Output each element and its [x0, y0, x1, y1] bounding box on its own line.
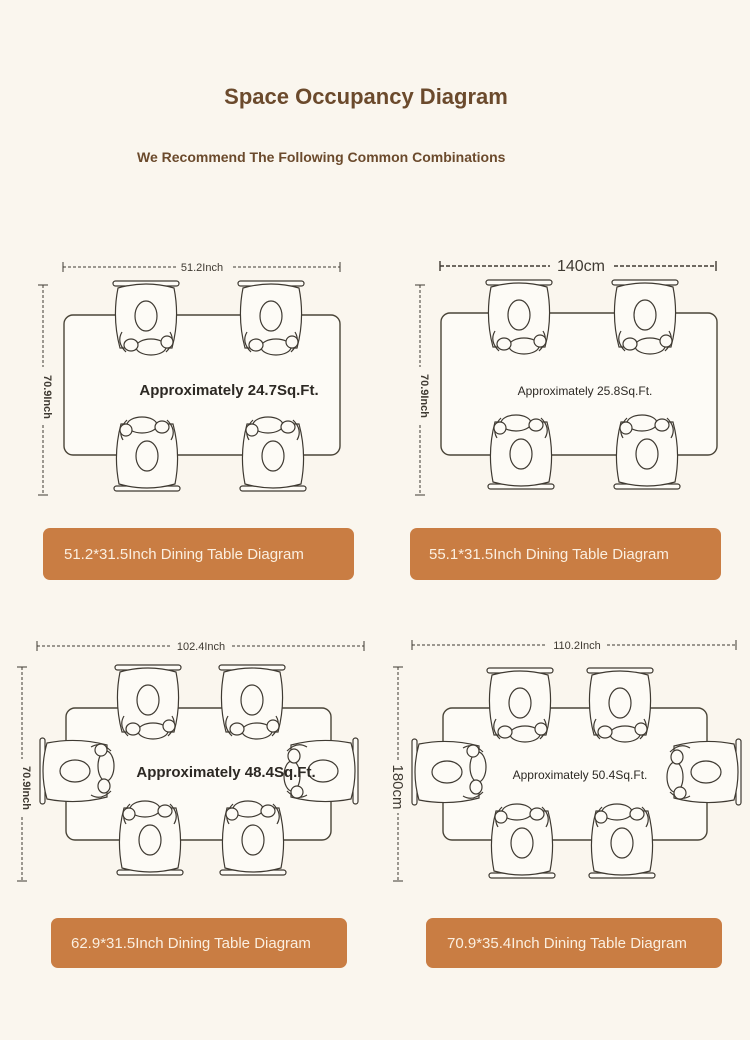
diagram-3	[15, 635, 370, 890]
width-dimension-label: 102.4Inch	[176, 641, 226, 653]
caption-badge-3	[51, 918, 347, 968]
caption-text: 70.9*35.4Inch Dining Table Diagram	[447, 934, 687, 952]
chair-2	[612, 280, 678, 354]
page-title: Space Occupancy Diagram	[224, 84, 508, 109]
chair-5	[117, 801, 183, 875]
height-dimension-label: 70.9Inch	[41, 374, 53, 420]
caption-badge-4	[426, 918, 722, 968]
area-label: Approximately 25.8Sq.Ft.	[517, 384, 653, 398]
chair-6	[220, 801, 286, 875]
height-dimension-label: 180cm	[389, 764, 406, 810]
height-dimension-label: 70.9Inch	[418, 373, 430, 419]
page-subtitle: We Recommend The Following Common Combinations	[137, 149, 506, 165]
chair-3	[412, 739, 486, 805]
diagram-2	[410, 255, 730, 505]
chair-6	[589, 804, 655, 878]
caption-text: 51.2*31.5Inch Dining Table Diagram	[64, 545, 304, 563]
area-label: Approximately 24.7Sq.Ft.	[139, 382, 319, 399]
diagram-1	[35, 255, 355, 505]
caption-badge-2	[410, 528, 721, 580]
chair-1	[115, 665, 181, 739]
width-dimension-label: 110.2Inch	[553, 640, 601, 652]
caption-badge-1	[43, 528, 354, 580]
chair-2	[219, 665, 285, 739]
chair-1	[113, 281, 179, 355]
chair-3	[488, 415, 554, 489]
caption-text: 55.1*31.5Inch Dining Table Diagram	[429, 545, 669, 563]
diagram-4	[388, 635, 743, 890]
chair-2	[587, 668, 653, 742]
chair-1	[487, 668, 553, 742]
chair-4	[667, 739, 741, 805]
area-label: Approximately 50.4Sq.Ft.	[512, 768, 648, 782]
height-dimension-label: 70.9Inch	[20, 765, 32, 811]
chair-2	[238, 281, 304, 355]
chair-3	[40, 738, 114, 804]
width-dimension-label: 140cm	[556, 258, 606, 275]
chair-4	[614, 415, 680, 489]
caption-text: 62.9*31.5Inch Dining Table Diagram	[71, 934, 311, 952]
chair-4	[240, 417, 306, 491]
width-dimension-label: 51.2Inch	[180, 262, 224, 274]
area-label: Approximately 48.4Sq.Ft.	[136, 764, 316, 781]
chair-3	[114, 417, 180, 491]
chair-5	[489, 804, 555, 878]
chair-1	[486, 280, 552, 354]
